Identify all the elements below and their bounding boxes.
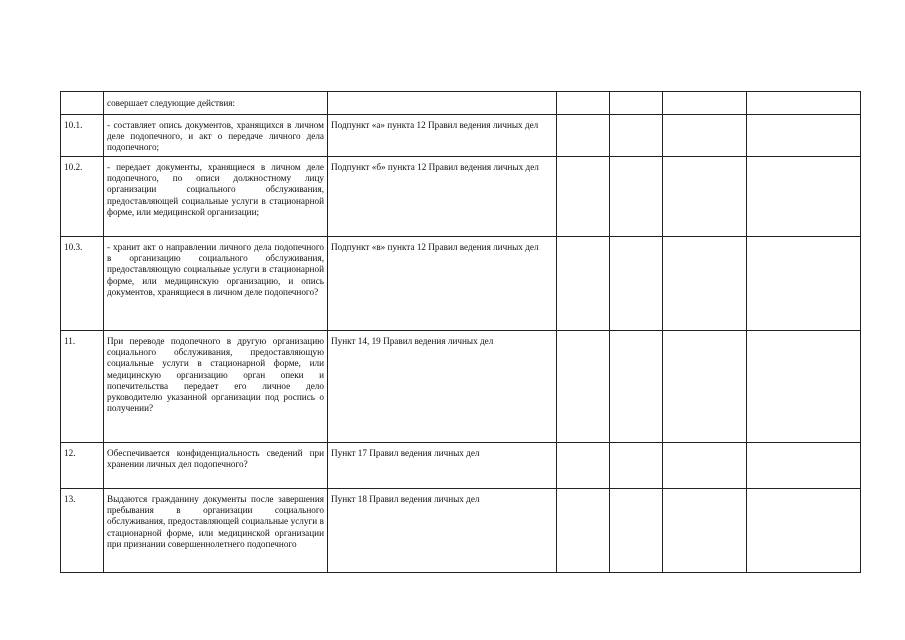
row-number: 10.3. bbox=[61, 237, 104, 331]
question-cell: - составляет опись документов, хранящихся в личном деле подопечного, и акт о передаче личного дела подопечного; bbox=[104, 115, 328, 157]
question-cell: - хранит акт о направлении личного дела подопечного в организацию социального обслуживания, предоставляющую социальные услуги в стационарной форме, или медицинскую организацию, и опись документов, хранящиеся в личном деле подопечного? bbox=[104, 237, 328, 331]
row-number: 10.1. bbox=[61, 115, 104, 157]
table-row bbox=[61, 92, 861, 115]
row-number: 10.2. bbox=[61, 157, 104, 237]
table-row bbox=[61, 331, 861, 443]
empty-cell bbox=[663, 157, 747, 237]
reference-cell: Пункт 14, 19 Правил ведения личных дел bbox=[328, 331, 557, 443]
empty-cell bbox=[663, 237, 747, 331]
question-cell: Обеспечивается конфиденциальность сведений при хранении личных дел подопечного? bbox=[104, 443, 328, 489]
empty-cell bbox=[610, 443, 663, 489]
table-row bbox=[61, 443, 861, 489]
empty-cell bbox=[663, 443, 747, 489]
empty-cell bbox=[663, 92, 747, 115]
reference-cell: Пункт 17 Правил ведения личных дел bbox=[328, 443, 557, 489]
checklist-table bbox=[60, 91, 861, 573]
question-cell: Выдаются гражданину документы после завершения пребывания в организации социального обслуживания, предоставляющей социальные услуги в стационарной форме, или медицинской организации при признании совершеннолетнего подопечного bbox=[104, 489, 328, 573]
reference-cell: Подпункт «в» пункта 12 Правил ведения личных дел bbox=[328, 237, 557, 331]
empty-cell bbox=[610, 115, 663, 157]
empty-cell bbox=[557, 92, 610, 115]
table-row bbox=[61, 157, 861, 237]
empty-cell bbox=[557, 489, 610, 573]
empty-cell bbox=[747, 489, 861, 573]
empty-cell bbox=[747, 157, 861, 237]
empty-cell bbox=[747, 331, 861, 443]
row-number: 12. bbox=[61, 443, 104, 489]
empty-cell bbox=[557, 115, 610, 157]
question-cell: При переводе подопечного в другую организацию социального обслуживания, предоставляющую социальные услуги в стационарной форме, или медицинскую организацию орган опеки и попечительства передает его личное дело руководителю указанной организации под роспись о получении? bbox=[104, 331, 328, 443]
empty-cell bbox=[610, 489, 663, 573]
empty-cell bbox=[610, 237, 663, 331]
reference-cell: Пункт 18 Правил ведения личных дел bbox=[328, 489, 557, 573]
empty-cell bbox=[557, 443, 610, 489]
row-number: 11. bbox=[61, 331, 104, 443]
empty-cell bbox=[557, 331, 610, 443]
empty-cell bbox=[747, 115, 861, 157]
reference-cell: Подпункт «б» пункта 12 Правил ведения личных дел bbox=[328, 157, 557, 237]
row-number bbox=[61, 92, 104, 115]
table-row bbox=[61, 115, 861, 157]
empty-cell bbox=[747, 92, 861, 115]
question-cell: совершает следующие действия: bbox=[104, 92, 328, 115]
empty-cell bbox=[557, 157, 610, 237]
empty-cell bbox=[610, 157, 663, 237]
reference-cell: Подпункт «а» пункта 12 Правил ведения личных дел bbox=[328, 115, 557, 157]
reference-cell bbox=[328, 92, 557, 115]
table-row bbox=[61, 237, 861, 331]
empty-cell bbox=[663, 331, 747, 443]
empty-cell bbox=[557, 237, 610, 331]
empty-cell bbox=[663, 489, 747, 573]
empty-cell bbox=[747, 443, 861, 489]
empty-cell bbox=[663, 115, 747, 157]
row-number: 13. bbox=[61, 489, 104, 573]
empty-cell bbox=[747, 237, 861, 331]
empty-cell bbox=[610, 92, 663, 115]
empty-cell bbox=[610, 331, 663, 443]
question-cell: - передает документы, хранящиеся в личном деле подопечного, по описи должностному лицу организации социального обслуживания, предоставляющей социальные услуги в стационарной форме, или медицинской организации; bbox=[104, 157, 328, 237]
table-row bbox=[61, 489, 861, 573]
